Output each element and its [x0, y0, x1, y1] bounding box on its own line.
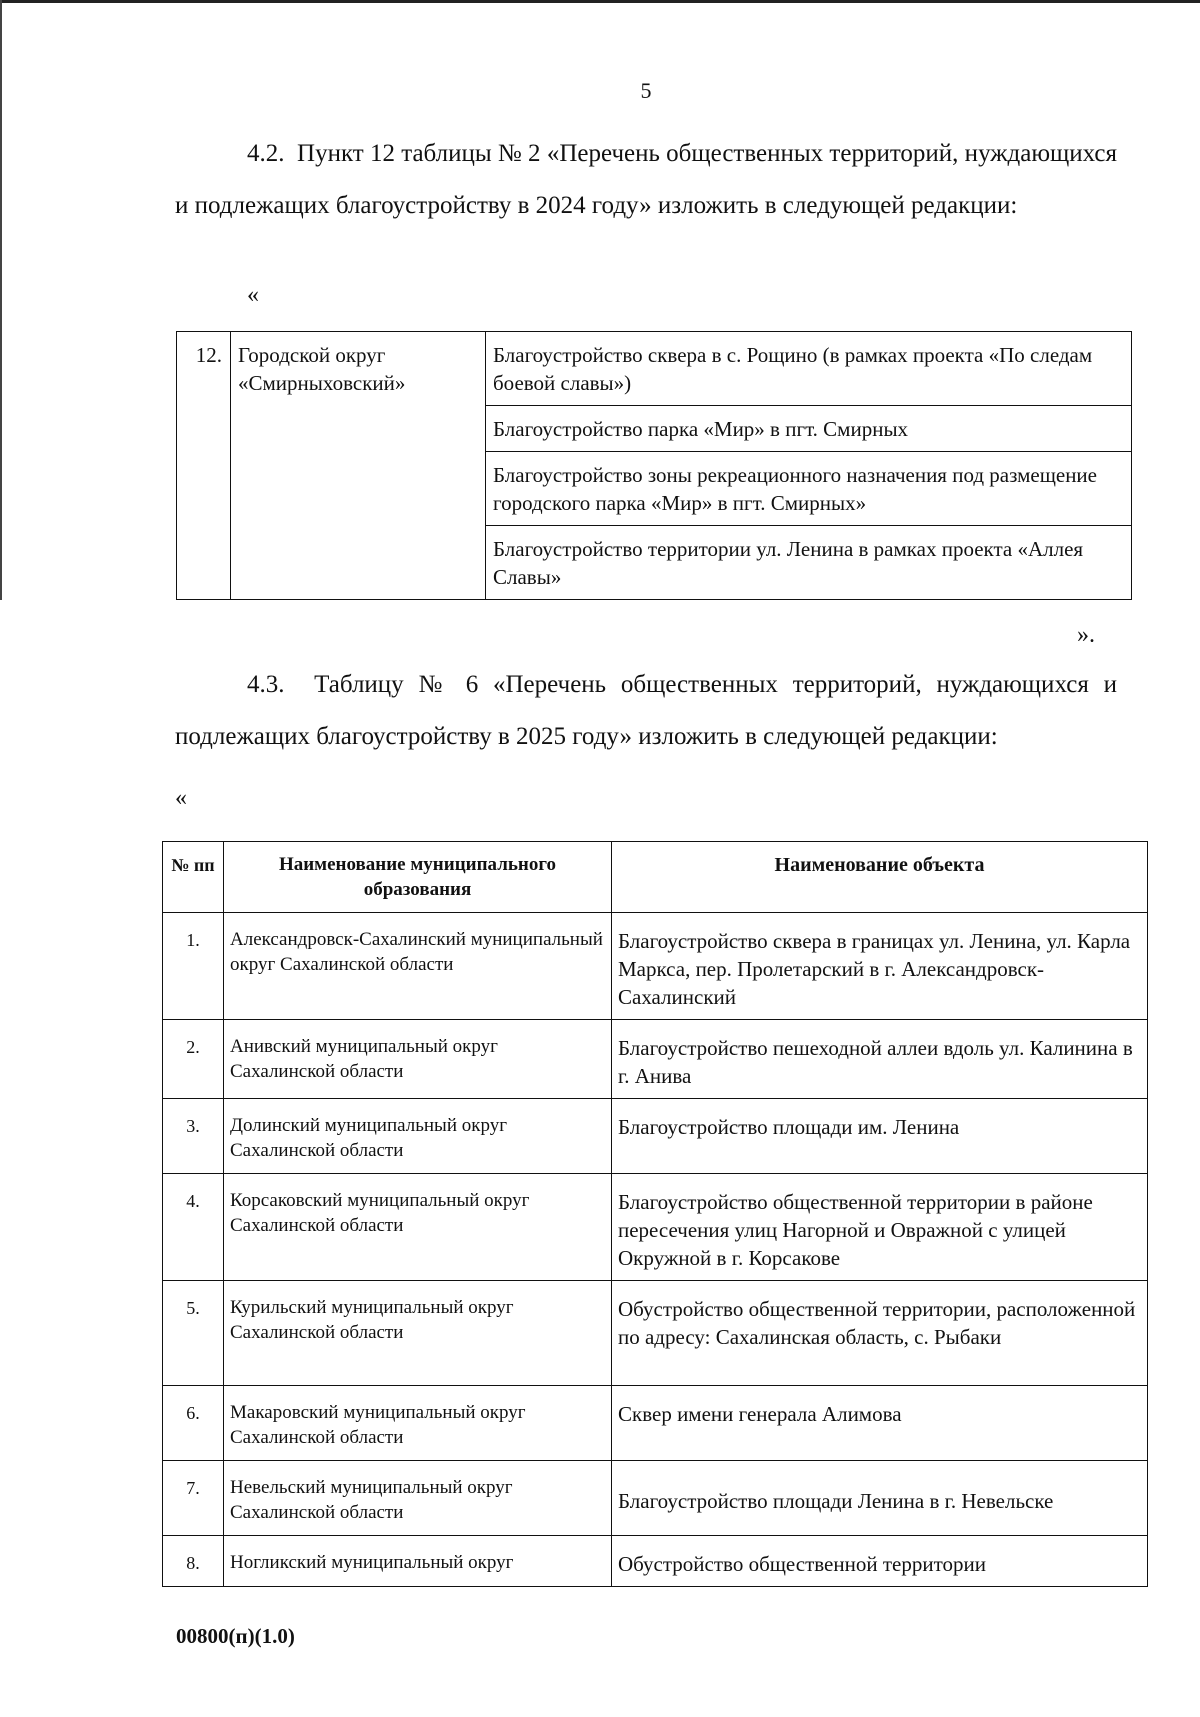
header-municipality: Наименование муниципального образования — [224, 842, 612, 913]
municipality-cell: Невельский муниципальный округ Сахалинской области — [224, 1461, 612, 1536]
object-cell: Благоустройство зоны рекреационного назначения под размещение городского парка «Мир» в пгт. Смирных» — [486, 452, 1132, 526]
row-number: 8. — [163, 1536, 224, 1587]
row-number: 3. — [163, 1099, 224, 1174]
municipality-cell: Долинский муниципальный округ Сахалинской области — [224, 1099, 612, 1174]
object-cell: Благоустройство площади им. Ленина — [612, 1099, 1148, 1174]
table-row — [163, 1174, 1148, 1281]
table-row — [163, 1536, 1148, 1587]
object-cell: Благоустройство пешеходной аллеи вдоль ул. Калинина в г. Анива — [612, 1020, 1148, 1099]
municipality-cell: Курильский муниципальный округ Сахалинской области — [224, 1281, 612, 1386]
scan-edge-top — [0, 0, 1200, 3]
row-number: 2. — [163, 1020, 224, 1099]
table-row — [177, 332, 1132, 406]
header-object: Наименование объекта — [612, 842, 1148, 913]
row-number: 4. — [163, 1174, 224, 1281]
object-cell: Обустройство общественной территории, расположенной по адресу: Сахалинская область, с. Рыбаки — [612, 1281, 1148, 1386]
row-number: 12. — [177, 332, 231, 600]
open-quote: « — [175, 785, 187, 811]
open-quote: « — [247, 282, 259, 308]
object-cell: Обустройство общественной территории — [612, 1536, 1148, 1587]
paragraph-number: 4.2. — [247, 140, 285, 167]
close-quote: ». — [1077, 622, 1095, 648]
object-cell: Благоустройство сквера в границах ул. Ленина, ул. Карла Маркса, пер. Пролетарский в г. Александровск-Сахалинский — [612, 913, 1148, 1020]
document-code: 00800(п)(1.0) — [176, 1624, 295, 1648]
table-row — [163, 913, 1148, 1020]
table-row — [163, 1386, 1148, 1461]
paragraph-4-2 — [175, 128, 1117, 232]
table-item-12 — [176, 331, 1132, 600]
municipality-cell: Александровск-Сахалинский муниципальный округ Сахалинской области — [224, 913, 612, 1020]
object-cell: Благоустройство общественной территории в районе пересечения улиц Нагорной и Овражной с улицей Окружной в г. Корсакове — [612, 1174, 1148, 1281]
page-number: 5 — [640, 78, 652, 103]
object-cell: Благоустройство парка «Мир» в пгт. Смирных — [486, 406, 1132, 452]
table-row — [163, 1281, 1148, 1386]
municipality-cell: Городской округ «Смирныховский» — [231, 332, 486, 600]
table-row — [163, 1099, 1148, 1174]
table-6 — [162, 841, 1148, 1587]
object-cell: Благоустройство площади Ленина в г. Невельске — [612, 1461, 1148, 1536]
row-number: 6. — [163, 1386, 224, 1461]
paragraph-text: Пункт 12 таблицы № 2 «Перечень общественных территорий, нуждающихся и подлежащих благоустройству в 2024 году» изложить в следующей редакции: — [175, 140, 1118, 219]
table-row — [163, 1461, 1148, 1536]
municipality-cell: Ногликский муниципальный округ — [224, 1536, 612, 1587]
object-cell: Сквер имени генерала Алимова — [612, 1386, 1148, 1461]
paragraph-text: Таблицу № 6 «Перечень общественных территорий, нуждающихся и подлежащих благоустройству в 2025 году» изложить в следующей редакции: — [175, 671, 1117, 750]
header-num: № пп — [163, 842, 224, 913]
table-row — [163, 1020, 1148, 1099]
paragraph-4-3 — [175, 659, 1117, 763]
row-number: 5. — [163, 1281, 224, 1386]
municipality-cell: Корсаковский муниципальный округ Сахалинской области — [224, 1174, 612, 1281]
row-number: 7. — [163, 1461, 224, 1536]
row-number: 1. — [163, 913, 224, 1020]
table-header-row — [163, 842, 1148, 913]
paragraph-number: 4.3. — [247, 671, 285, 698]
municipality-cell: Макаровский муниципальный округ Сахалинской области — [224, 1386, 612, 1461]
object-cell: Благоустройство сквера в с. Рощино (в рамках проекта «По следам боевой славы») — [486, 332, 1132, 406]
object-cell: Благоустройство территории ул. Ленина в рамках проекта «Аллея Славы» — [486, 526, 1132, 600]
municipality-cell: Анивский муниципальный округ Сахалинской области — [224, 1020, 612, 1099]
